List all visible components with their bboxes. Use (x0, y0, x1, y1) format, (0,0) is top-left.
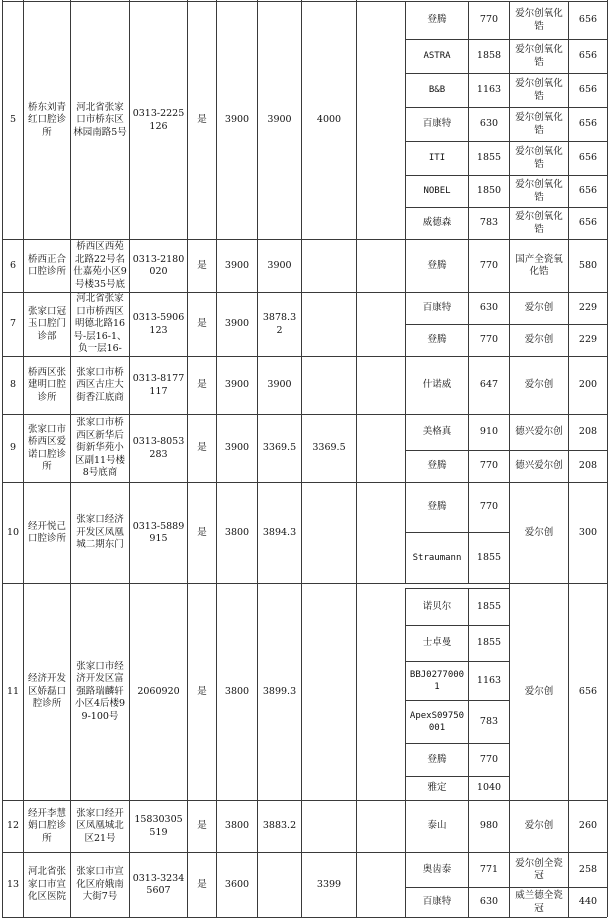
crown-price: 656 (578, 685, 598, 697)
implant-price: 630 (479, 118, 499, 130)
crown-material: 爱尔创 (524, 379, 554, 391)
implant-price: 770 (479, 259, 499, 271)
implant-price: 770 (479, 753, 499, 765)
clinic-name: 经开李慧娟口腔诊所 (27, 807, 66, 844)
participation-flag: 是 (197, 114, 207, 126)
crown-material: 爱尔创氧化锆 (515, 78, 563, 102)
implant-price: 1163 (476, 674, 502, 686)
ceiling-price (302, 293, 356, 356)
implant-brand: 登腾 (427, 753, 447, 765)
implant-brand: 登腾 (427, 460, 447, 472)
average-price: 3900 (267, 114, 292, 126)
clinic-address: 张家口市经济开发区富强路瑞麟轩小区4后楼99-100号 (74, 660, 126, 722)
implant-brand: Straumann (412, 552, 462, 563)
ceiling-price: 4000 (316, 114, 342, 126)
service-price: 3900 (224, 442, 250, 454)
implant-brand: 诺贝尔 (422, 600, 452, 612)
crown-material: 爱尔创氧化锆 (515, 112, 563, 136)
clinic-address: 张家口经济开发区凤凰城二期东门 (76, 514, 124, 551)
implant-brand: 登腾 (427, 259, 447, 271)
crown-price: 656 (578, 14, 598, 26)
implant-brand: B&B (428, 85, 446, 96)
implant-brand: ASTRA (423, 51, 451, 62)
clinic-name: 桥东刘青红口腔诊所 (27, 101, 66, 138)
participation-flag: 是 (197, 526, 207, 538)
crown-material: 爱尔创 (524, 334, 554, 346)
clinic-name: 经开悦己口腔诊所 (27, 520, 66, 544)
implant-price: 771 (479, 863, 499, 875)
crown-material: 爱尔创 (524, 820, 554, 832)
implant-price: 1040 (476, 782, 502, 794)
clinic-address: 河北省张家口市桥西区明德北路16号-层16-1、负一层16- (73, 293, 127, 355)
ceiling-price (302, 357, 356, 414)
crown-price: 656 (578, 50, 598, 62)
clinic-phone: 15830305519 (134, 814, 183, 838)
crown-price: 258 (578, 863, 598, 875)
crown-material: 爱尔创氧化锆 (515, 8, 563, 32)
ceiling-price: 3369.5 (312, 442, 346, 454)
service-price: 3800 (224, 685, 250, 697)
crown-material: 德兴爱尔创 (515, 426, 563, 438)
implant-brand: 士卓曼 (422, 637, 452, 649)
crown-price: 229 (578, 302, 598, 314)
participation-flag: 是 (197, 379, 207, 391)
clinic-phone: 0313-8177117 (132, 373, 185, 397)
average-price: 3899.3 (262, 685, 297, 697)
participation-flag: 是 (197, 820, 207, 832)
crown-material: 爱尔创 (524, 526, 554, 538)
implant-brand: 百康特 (422, 118, 452, 130)
crown-material: 爱尔创全瓷冠 (515, 857, 563, 881)
crown-price: 208 (578, 460, 598, 472)
clinic-name: 桥西区张建明口腔诊所 (27, 366, 66, 403)
average-price: 3900 (267, 379, 292, 391)
clinic-name: 桥西正合口腔诊所 (27, 253, 66, 277)
service-price: 3800 (224, 526, 250, 538)
crown-material: 国产全瓷氧化锆 (515, 253, 563, 277)
service-price: 3800 (224, 820, 250, 832)
crown-material: 爱尔创氧化锆 (515, 179, 563, 203)
average-price: 3894.3 (262, 526, 297, 538)
crown-price: 440 (578, 896, 598, 908)
participation-flag: 是 (197, 318, 207, 330)
clinic-phone: 0313-5889915 (132, 520, 185, 544)
crown-material: 爱尔创氧化锆 (515, 211, 563, 235)
ceiling-price (302, 584, 356, 800)
implant-price: 1855 (476, 551, 502, 563)
implant-brand: ITI (428, 153, 446, 164)
crown-material: 爱尔创 (524, 302, 554, 314)
implant-price: 770 (479, 334, 499, 346)
clinic-name: 经济开发区娇磊口腔诊所 (27, 673, 66, 710)
crown-price: 229 (578, 334, 598, 346)
service-price: 3900 (224, 379, 250, 391)
implant-price: 1850 (476, 185, 502, 197)
crown-material: 威兰德全瓷冠 (515, 890, 563, 914)
participation-flag: 是 (197, 685, 207, 697)
ceiling-price (302, 801, 356, 852)
clinic-phone: 0313-2180020 (132, 253, 185, 277)
average-price (258, 853, 301, 917)
implant-price: 1163 (476, 84, 502, 96)
service-price: 3900 (224, 114, 250, 126)
implant-brand: 登腾 (427, 501, 447, 513)
implant-price: 630 (479, 896, 499, 908)
row-number: 10 (6, 526, 20, 538)
implant-price: 770 (479, 460, 499, 472)
crown-price: 260 (578, 820, 598, 832)
implant-brand: 雅定 (427, 782, 447, 794)
crown-price: 656 (578, 84, 598, 96)
crown-price: 656 (578, 152, 598, 164)
average-price: 3369.5 (262, 442, 297, 454)
implant-price: 910 (479, 426, 499, 438)
crown-price: 208 (578, 426, 598, 438)
clinic-phone: 0313-2225126 (132, 108, 185, 132)
implant-brand: 什诺威 (422, 379, 452, 391)
crown-price: 656 (578, 185, 598, 197)
clinic-phone: 0313-32345607 (132, 872, 185, 896)
implant-brand: 奥齿泰 (422, 863, 452, 875)
implant-brand: BBJ02770001 (409, 669, 465, 692)
implant-brand: 登腾 (427, 334, 447, 346)
crown-price: 200 (578, 379, 598, 391)
service-price: 3900 (224, 259, 250, 271)
clinic-address: 张家口经开区凤凰城北区21号 (76, 807, 124, 844)
row-number: 12 (6, 820, 20, 832)
crown-price: 580 (578, 259, 598, 271)
ceiling-price (302, 240, 356, 292)
clinic-address: 张家口市桥西区新华后街新华苑小区副11号楼8号底商 (74, 417, 126, 479)
clinic-name: 张家口冠玉口腔门诊部 (27, 305, 66, 342)
service-price: 3900 (224, 318, 250, 330)
implant-price: 770 (479, 501, 499, 513)
implant-price: 1855 (476, 600, 502, 612)
row-number: 13 (6, 878, 20, 890)
clinic-address: 张家口市宣化区府娥南大街7号 (76, 866, 124, 903)
implant-price: 647 (479, 379, 499, 391)
service-price: 3600 (224, 878, 250, 890)
clinic-phone: 2060920 (137, 685, 180, 697)
implant-brand: 登腾 (427, 14, 447, 26)
subrow-border (405, 583, 509, 584)
implant-brand: 百康特 (422, 302, 452, 314)
column-border (356, 0, 357, 917)
average-price: 3878.32 (262, 312, 297, 336)
column-border (607, 0, 608, 917)
clinic-address: 桥西区西苑北路22号名仕嘉苑小区9号楼35号底 (73, 241, 127, 290)
implant-price: 1855 (476, 152, 502, 164)
crown-material: 爱尔创 (524, 685, 554, 697)
implant-brand: 威德森 (422, 217, 452, 229)
crown-material: 爱尔创氧化锆 (515, 44, 563, 68)
implant-brand: ApexS09750001 (409, 710, 465, 733)
crown-price: 656 (578, 118, 598, 130)
implant-price: 783 (479, 715, 499, 727)
row-number: 7 (9, 318, 17, 330)
row-number: 6 (9, 259, 17, 271)
row-number: 5 (9, 114, 17, 126)
average-price: 3883.2 (262, 820, 297, 832)
implant-brand: 泰山 (427, 820, 447, 832)
implant-brand: 百康特 (422, 896, 452, 908)
implant-price: 980 (479, 820, 499, 832)
average-price: 3900 (267, 259, 292, 271)
clinic-phone: 0313-5906123 (132, 312, 185, 336)
crown-material: 爱尔创氧化锆 (515, 146, 563, 170)
implant-price: 770 (479, 14, 499, 26)
implant-brand: NOBEL (423, 186, 451, 197)
clinic-name: 河北省张家口市宣化区医院 (27, 866, 66, 903)
implant-price: 1855 (476, 637, 502, 649)
ceiling-price: 3399 (316, 878, 342, 890)
participation-flag: 是 (197, 878, 207, 890)
clinic-name: 张家口市桥西区爱诺口腔诊所 (27, 423, 66, 472)
implant-price: 1858 (476, 50, 502, 62)
row-number: 9 (9, 442, 17, 454)
crown-price: 656 (578, 217, 598, 229)
row-number: 11 (6, 685, 20, 697)
implant-brand: 美格真 (422, 426, 452, 438)
clinic-phone: 0313-8053283 (132, 436, 185, 460)
clinic-address: 张家口市桥西区古庄大街香江底商 (76, 366, 124, 403)
implant-price: 783 (479, 217, 499, 229)
participation-flag: 是 (197, 442, 207, 454)
row-number: 8 (9, 379, 17, 391)
implant-price: 630 (479, 302, 499, 314)
ceiling-price (302, 483, 356, 583)
clinic-address: 河北省张家口市桥东区林园南路5号 (73, 101, 127, 138)
crown-price: 300 (578, 526, 598, 538)
participation-flag: 是 (197, 259, 207, 271)
crown-material: 德兴爱尔创 (515, 460, 563, 472)
